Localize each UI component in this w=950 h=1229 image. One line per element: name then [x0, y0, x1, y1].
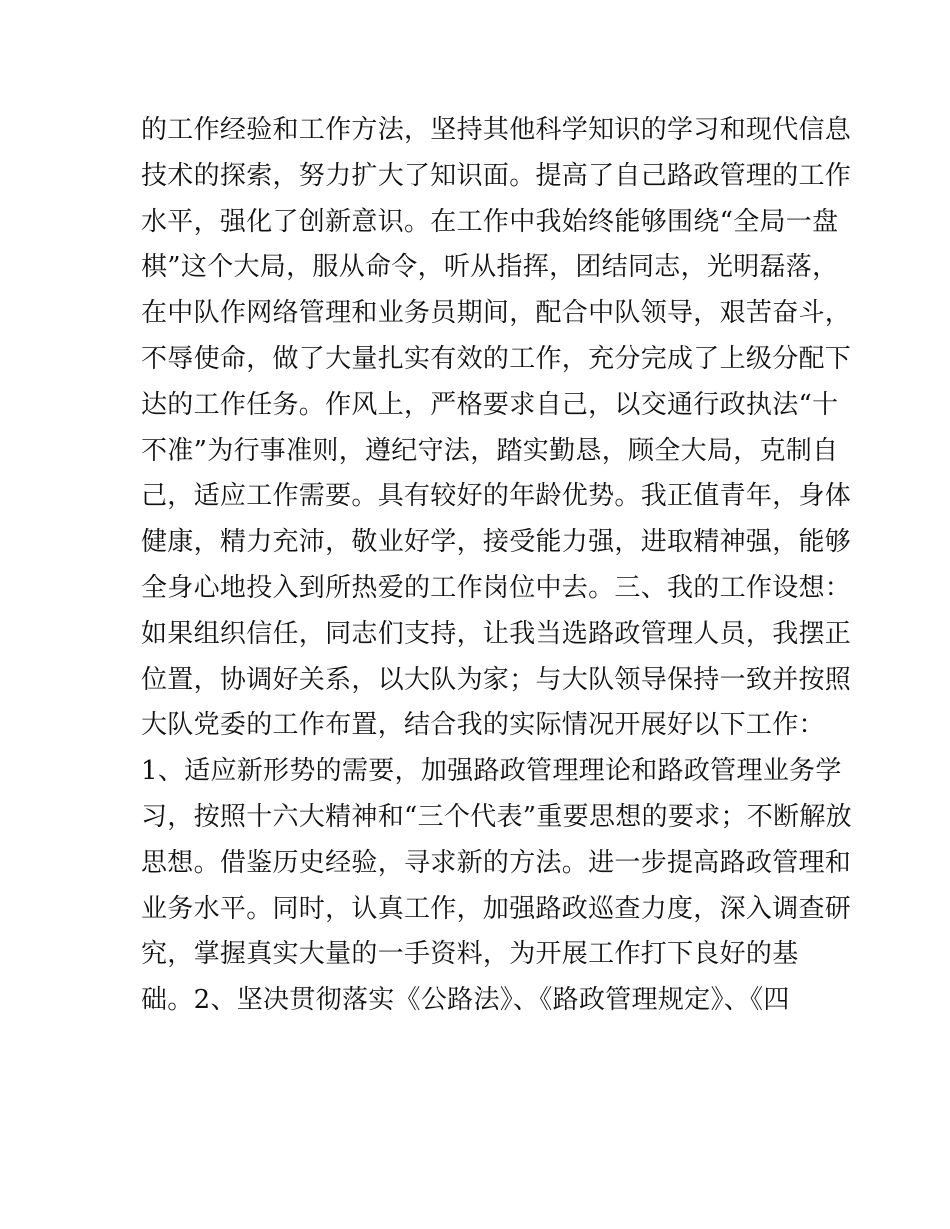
text-line-1: 的工作经验和工作方法，坚持其他科学知识的学习和现代信息	[141, 115, 852, 145]
body-text	[141, 108, 852, 1024]
text-line-11: 全身心地投入到所热爱的工作岗位中去。三、我的工作设想：	[141, 572, 852, 603]
text-line-8: 不准”为行事准则，遵纪守法，踏实勤恳，顾全大局，克制自	[141, 435, 839, 466]
text-line-2: 技术的探索，努力扩大了知识面。提高了自己路政管理的工作	[141, 160, 852, 191]
text-line-17: 思想。借鉴历史经验，寻求新的方法。进一步提高路政管理和	[141, 847, 852, 878]
text-line-4: 棋”这个大局，服从命令，听从指挥，团结同志，光明磊落，	[141, 252, 839, 283]
text-line-5: 在中队作网络管理和业务员期间，配合中队领导，艰苦奋斗，	[141, 298, 852, 329]
text-line-9: 己，适应工作需要。具有较好的年龄优势。我正值青年，身体	[141, 481, 852, 512]
text-line-19: 究，掌握真实大量的一手资料，为开展工作打下良好的基	[141, 939, 799, 970]
text-line-3: 水平，强化了创新意识。在工作中我始终能够围绕“全局一盘	[141, 206, 839, 237]
text-line-16: 习，按照十六大精神和“三个代表”重要思想的要求；不断解放	[141, 801, 852, 832]
text-line-18: 业务水平。同时，认真工作，加强路政巡查力度，深入调查研	[141, 893, 852, 924]
text-line-15: 1、适应新形势的需要，加强路政管理理论和路政管理业务学	[141, 756, 842, 787]
text-line-6: 不辱使命，做了大量扎实有效的工作，充分完成了上级分配下	[141, 343, 852, 374]
text-line-7: 达的工作任务。作风上，严格要求自己，以交通行政执法“十	[141, 389, 839, 420]
text-line-20: 础。2、坚决贯彻落实《公路法》、《路政管理规定》、《四	[141, 985, 790, 1016]
text-line-10: 健康，精力充沛，敬业好学，接受能力强，进取精神强，能够	[141, 527, 852, 558]
text-line-13: 位置，协调好关系，以大队为家；与大队领导保持一致并按照	[141, 664, 852, 695]
text-line-12: 如果组织信任，同志们支持，让我当选路政管理人员，我摆正	[141, 618, 852, 649]
text-line-14: 大队党委的工作布置，结合我的实际情况开展好以下工作：	[141, 710, 825, 741]
